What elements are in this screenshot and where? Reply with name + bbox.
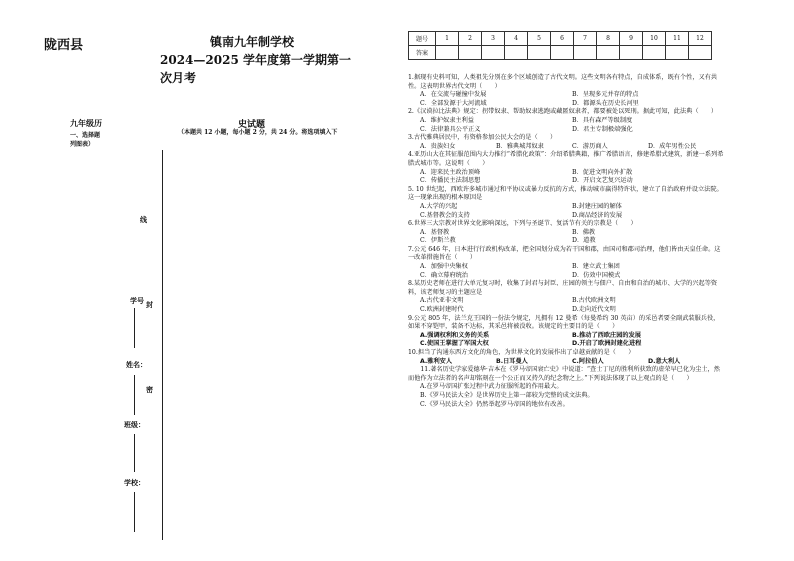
answer-option[interactable]: A．维护奴隶主利益 (420, 116, 474, 124)
question-block (408, 108, 724, 134)
exam-term-line2: 次月考 (160, 71, 197, 85)
answer-option[interactable]: C．传播民主法制思想 (420, 177, 481, 185)
question-block (408, 151, 724, 185)
question-number-cell: 5 (528, 32, 551, 46)
question-stem: 8.某历史老师在进行大单元复习时，收集了封君与封臣、庄园的领主与佃户、自由和自治的城市、大学的兴起等资料，该老师复习的主题应是 (408, 280, 718, 296)
answer-cell[interactable] (482, 46, 505, 60)
answer-header: 答案 (409, 46, 436, 60)
answer-option[interactable]: A．迎来民主政治顶峰 (420, 168, 481, 176)
question-stem: 3.古代雅典居民中，有资格参加公民大会的是（ ） (408, 134, 557, 142)
exam-term-line1: 2024—2025 学年度第一学期第一 (160, 53, 351, 67)
question-number-cell: 1 (436, 32, 459, 46)
answer-row (409, 46, 712, 60)
name-blank[interactable] (134, 375, 135, 415)
question-block (408, 349, 724, 366)
question-number-cell: 8 (597, 32, 620, 46)
answer-option[interactable]: B.推动了西欧庄园的发展 (572, 331, 641, 339)
option-list (408, 117, 724, 134)
option-list (408, 297, 724, 314)
answer-option[interactable]: C．确立幕府统治 (420, 271, 469, 279)
answer-option[interactable]: D.开启了欧洲封建化进程 (572, 340, 642, 348)
question-stem: 6.世界三大宗教对世界文化影响深远，下列与圣诞节、复活节有关的宗教是（ ） (408, 220, 637, 228)
answer-cell[interactable] (574, 46, 597, 60)
question-block (408, 74, 724, 108)
answer-option[interactable]: A．在交流与碰撞中发展 (420, 91, 487, 99)
answer-option[interactable]: D．都源头在历史长河里 (572, 99, 639, 107)
name-label: 姓名： (126, 360, 147, 369)
option-list (408, 229, 724, 246)
seal-char-xian: 线 (140, 215, 147, 224)
answer-cell[interactable] (436, 46, 459, 60)
section-title: 一、选择题 (70, 132, 101, 139)
answer-option[interactable]: B．雅典城邦奴隶 (496, 142, 544, 150)
question-number-cell: 6 (551, 32, 574, 46)
question-block (408, 280, 724, 314)
answer-option[interactable]: A．贵族妇女 (420, 142, 456, 150)
option-list (408, 332, 724, 349)
answer-option[interactable]: C.使国王掌握了军国大权 (420, 340, 489, 348)
question-number-row (409, 32, 712, 46)
class-label: 班级： (124, 420, 145, 429)
question-stem: 4.亚历山大在其征服范围内大力推行“希腊化政策”：介绍希腊典籍，推广希腊语言，修建希腊式建筑，新建一系列希腊式城市等。这说明（ ） (408, 151, 724, 167)
school-blank[interactable] (134, 492, 135, 532)
answer-option[interactable]: B.封建庄园的解体 (572, 202, 622, 210)
answer-cell[interactable] (528, 46, 551, 60)
option-list (408, 203, 724, 220)
question-number-cell: 3 (482, 32, 505, 46)
answer-option[interactable]: C．伊斯兰教 (420, 237, 456, 245)
answer-cell[interactable] (689, 46, 712, 60)
option-list (408, 91, 724, 108)
answer-option[interactable]: A.雅利安人 (420, 357, 453, 365)
answer-option[interactable]: C.基督教会的支持 (420, 211, 470, 219)
question-number-cell: 7 (574, 32, 597, 46)
answer-option[interactable]: A.大学的兴起 (420, 202, 458, 210)
question-block (408, 220, 724, 246)
question-number-cell: 2 (459, 32, 482, 46)
answer-option[interactable]: D.商品经济的发展 (572, 211, 623, 219)
question-stem: 10.担当了沟通东西方文化的角色，为世界文化的发展作出了卓越贡献的是（ ） (408, 349, 635, 356)
question-number-cell: 4 (505, 32, 528, 46)
student-id-label: 学号 (130, 296, 144, 305)
answer-option[interactable]: C.《罗马民法大全》仍然举起罗马帝国的地位有改善。 (420, 400, 569, 408)
answer-cell[interactable] (666, 46, 689, 60)
question-stem: 2.《汉谟拉比法典》规定：拐带奴隶、帮助奴隶逃跑或藏匿奴隶者，都要被处以死刑。据此可知，此法典（ ） (408, 108, 718, 116)
question-stem: 7.公元 646 年，日本进行行政机构改革，把全国划分成为若干国和郡，由国司和郡司治理，他们皆由天皇任命。这一改革措施旨在（ ） (408, 245, 721, 262)
question-stem: 9.公元 805 年，法兰克王国的一份法令规定，凡拥有 12 曼希（每曼希约 30 英亩）的采邑者要全副武装服兵役，如果不穿铠甲，装备不达标，其采邑将被没收。该规定的主要目的是（ ） (408, 314, 720, 331)
answer-option[interactable]: D．仿效中国模式 (572, 271, 621, 279)
answer-option[interactable]: B．建立武士集团 (572, 263, 620, 271)
question-stem: 1.据现有史料可知，人类祖先分别在多个区域创造了古代文明。这些文明各有特点，自成体系，既有个性，又有共性。这表明世界古代文明（ ） (408, 74, 718, 90)
answer-option[interactable]: D．道教 (572, 237, 596, 245)
question-stem: 5. 10 世纪起，西欧许多城市通过和平协议或暴力反抗的方式，推动城市赢得特许状，建立了自治政府并设立法院。这一现象出现的根本原因是 (408, 185, 723, 202)
grade-label: 九年级历 (70, 118, 102, 128)
option-list (408, 383, 724, 409)
answer-option[interactable]: D．开启文艺复兴运动 (572, 177, 633, 185)
question-block (408, 134, 724, 151)
answer-option[interactable]: D.走向近代文明 (572, 306, 616, 314)
answer-option[interactable]: B．佛教 (572, 228, 596, 236)
question-number-cell: 11 (666, 32, 689, 46)
section-instructions: （本题共 12 小题，每小题 2 分，共 24 分。将选项填入下 (178, 129, 338, 136)
question-block (408, 366, 724, 409)
answer-option[interactable]: B．具有森严等级制度 (572, 116, 633, 124)
question-stem: 11.著名历史学家爱德华·吉本在《罗马帝国衰亡史》中说道：“查士丁尼的胜利所获致的虚荣早已化为尘土，然而他作为立法者的名声却铭刻在一个公正而又持久的纪念物之上。”下列说法体现了以上观点的是（ ） (408, 366, 720, 382)
answer-option[interactable]: A．基督教 (420, 228, 450, 236)
answer-option[interactable]: D．成年男性公民 (648, 142, 697, 150)
answer-option[interactable]: B．促进文明向外扩散 (572, 168, 633, 176)
option-list (408, 169, 724, 186)
answer-cell[interactable] (551, 46, 574, 60)
school-name: 镇南九年制学校 (210, 35, 295, 49)
answer-option[interactable]: C.阿拉伯人 (572, 357, 604, 365)
answer-option[interactable]: C.欧洲封建时代 (420, 306, 464, 314)
answer-cell[interactable] (643, 46, 666, 60)
answer-cell[interactable] (620, 46, 643, 60)
seal-char-feng: 封 (146, 300, 153, 309)
question-block (408, 315, 724, 349)
county-name: 陇西县 (44, 38, 84, 53)
question-number-cell: 12 (689, 32, 712, 46)
answer-option[interactable]: A.古代亚非文明 (420, 297, 464, 305)
answer-option[interactable]: A.在罗马帝国扩张过程中武力征服所起的作用最大。 (420, 383, 563, 391)
seal-line (162, 150, 163, 540)
section-title-continued: 列图表） (70, 141, 95, 148)
student-id-blank[interactable] (134, 308, 135, 348)
answer-option[interactable]: C．游历商人 (572, 142, 608, 150)
answer-option[interactable]: C．全部发源于大河流域 (420, 99, 487, 107)
question-block (408, 186, 724, 220)
class-blank[interactable] (134, 434, 135, 472)
answer-option[interactable]: B．呈现多元并存的特点 (572, 91, 639, 99)
answer-option[interactable]: D．君主专制极端强化 (572, 125, 633, 133)
answer-cell[interactable] (459, 46, 482, 60)
answer-table (408, 31, 712, 60)
option-list (408, 263, 724, 280)
question-list (408, 74, 724, 409)
question-block (408, 246, 724, 280)
answer-option[interactable]: B.日耳曼人 (496, 357, 528, 365)
answer-option[interactable]: D.意大利人 (648, 357, 681, 365)
question-number-cell: 9 (620, 32, 643, 46)
question-number-cell: 10 (643, 32, 666, 46)
answer-option[interactable]: C．法律兼具公平正义 (420, 125, 481, 133)
question-number-header: 题号 (409, 32, 436, 46)
answer-cell[interactable] (597, 46, 620, 60)
school-label: 学校： (124, 478, 145, 487)
subject-title: 史试题 (238, 120, 266, 130)
seal-char-mi: 密 (146, 385, 153, 394)
answer-option[interactable]: B.古代欧洲文明 (572, 297, 616, 305)
answer-option[interactable]: A．加强中央集权 (420, 263, 468, 271)
answer-option[interactable]: A.强调权利和义务的关系 (420, 331, 490, 339)
answer-cell[interactable] (505, 46, 528, 60)
option-list (408, 358, 724, 367)
answer-option[interactable]: B.《罗马民法大全》是世界历史上第一部较为完整的成文法典。 (420, 391, 594, 399)
